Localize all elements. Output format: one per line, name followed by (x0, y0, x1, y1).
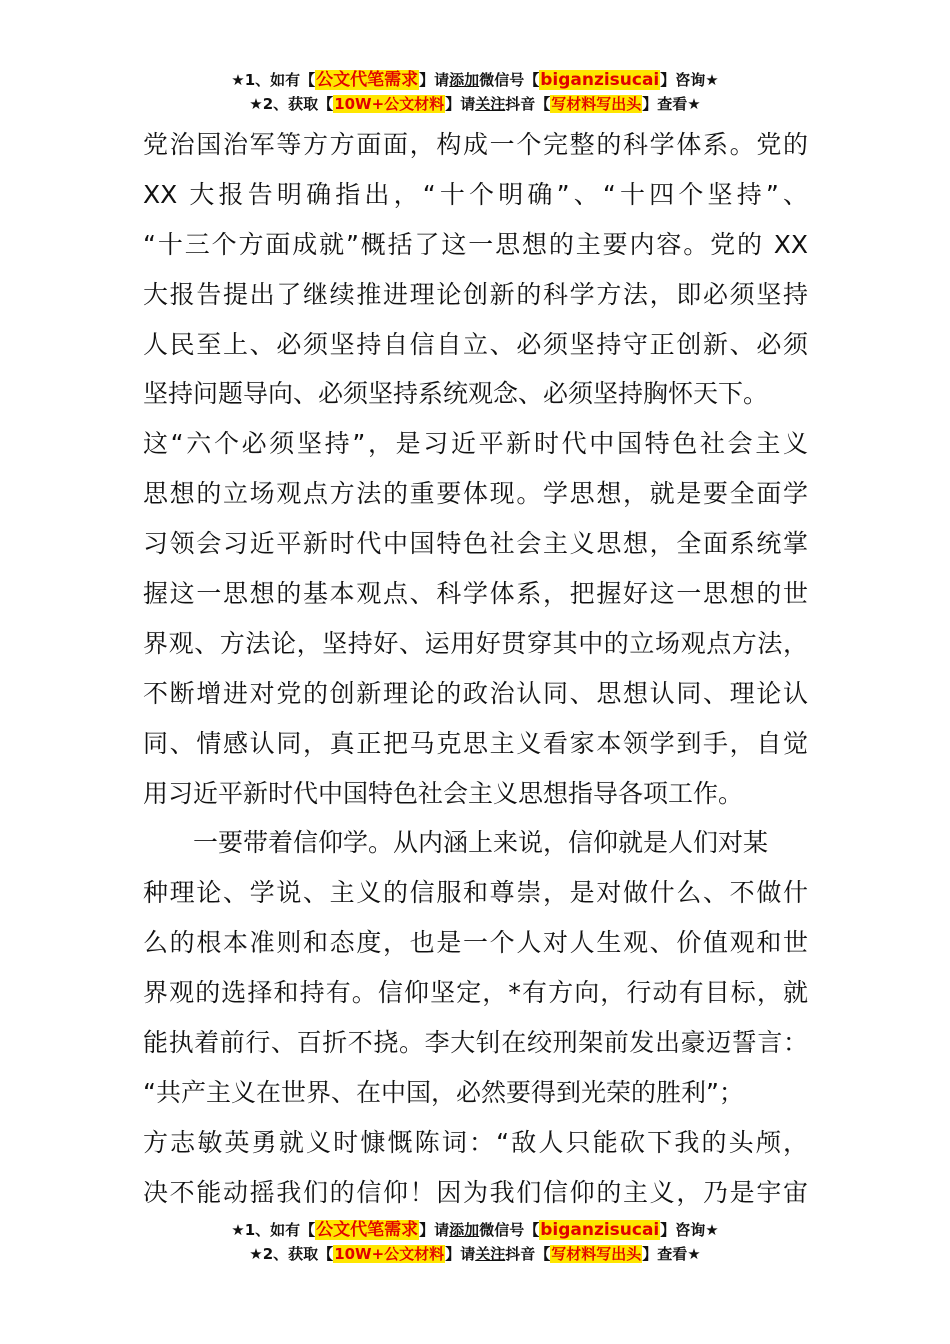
highlight-service: 公文代笔需求 (316, 70, 419, 90)
footer-promo-banner (0, 1218, 950, 1266)
text-line: 界观的选择和持有。信仰坚定，*有方向，行动有目标，就 (143, 978, 808, 1008)
text-line: “十三个方面成就”概括了这一思想的主要内容。党的 XX (143, 229, 808, 259)
promo-line-2 (0, 1242, 950, 1266)
promo-text: 】请 (445, 1245, 476, 1263)
text-line: 决不能动摇我们的信仰！因为我们信仰的主义，乃是宇宙 (143, 1177, 808, 1207)
text-line: 方志敏英勇就义时慷慨陈词：“敌人只能砍下我的头颅， (143, 1127, 808, 1157)
promo-underline: 添加 (449, 71, 480, 89)
text-line: 界观、方法论，坚持好、运用好贯穿其中的立场观点方法， (143, 628, 808, 658)
text-line: 么的根本准则和态度，也是一个人对人生观、价值观和世 (143, 928, 808, 958)
highlight-douyin: 写材料写出头 (551, 1245, 642, 1263)
promo-text: 】查看★ (642, 95, 701, 113)
text-line: 习领会习近平新时代中国特色社会主义思想，全面系统掌 (143, 529, 808, 559)
promo-text: 微信号【 (479, 1221, 540, 1239)
document-body (143, 120, 808, 1218)
text-line: “共产主义在世界、在中国，必然要得到光荣的胜利”； (143, 1077, 744, 1107)
promo-line-1 (0, 68, 950, 92)
promo-text: 】请 (419, 71, 450, 89)
text-line: 党治国治军等方方面面，构成一个完整的科学体系。党的 (143, 130, 808, 159)
promo-line-2 (0, 92, 950, 116)
text-line: 人民至上、必须坚持自信自立、必须坚持守正创新、必须 (143, 329, 808, 359)
promo-text: 】咨询★ (660, 71, 719, 89)
promo-line-1 (0, 1218, 950, 1242)
text-line: 握这一思想的基本观点、科学体系，把握好这一思想的世 (143, 579, 808, 609)
text-line: 不断增进对党的创新理论的政治认同、思想认同、理论认 (143, 678, 808, 708)
promo-text: 】查看★ (642, 1245, 701, 1263)
text-line: 种理论、学说、主义的信服和尊崇，是对做什么、不做什 (143, 878, 808, 908)
text-line: 这“六个必须坚持”，是习近平新时代中国特色社会主义 (143, 429, 808, 459)
text-line: 用习近平新时代中国特色社会主义思想指导各项工作。 (143, 778, 744, 808)
text-line: 坚持问题导向、必须坚持系统观念、必须坚持胸怀天下。 (143, 379, 769, 409)
highlight-wechat-id: biganzisucai (540, 70, 660, 90)
text-line: 能执着前行、百折不挠。李大钊在绞刑架前发出豪迈誓言： (143, 1028, 808, 1058)
paragraph-start-line: 一要带着信仰学。从内涵上来说，信仰就是人们对某 (193, 828, 769, 858)
promo-text: 】请 (445, 95, 476, 113)
promo-text: ★1、如有【 (231, 1221, 316, 1239)
highlight-materials: 10W+公文材料 (334, 95, 445, 113)
highlight-douyin: 写材料写出头 (551, 95, 642, 113)
promo-underline: 添加 (449, 1221, 480, 1239)
highlight-service: 公文代笔需求 (316, 1220, 419, 1240)
promo-text: 抖音【 (505, 1245, 551, 1263)
text-line: 大报告提出了继续推进理论创新的科学方法，即必须坚持 (143, 279, 808, 309)
promo-underline: 关注 (475, 1245, 506, 1263)
text-line: 思想的立场观点方法的重要体现。学思想，就是要全面学 (143, 479, 808, 509)
promo-text: 微信号【 (479, 71, 540, 89)
promo-text: 】请 (419, 1221, 450, 1239)
text-line: XX 大报告明确指出，“十个明确”、“十四个坚持”、 (143, 179, 808, 209)
promo-text: ★2、获取【 (249, 1245, 334, 1263)
highlight-materials: 10W+公文材料 (334, 1245, 445, 1263)
promo-text: ★1、如有【 (231, 71, 316, 89)
promo-text: ★2、获取【 (249, 95, 334, 113)
promo-underline: 关注 (475, 95, 506, 113)
highlight-wechat-id: biganzisucai (540, 1220, 660, 1240)
header-promo-banner (0, 68, 950, 116)
promo-text: 抖音【 (505, 95, 551, 113)
text-line: 同、情感认同，真正把马克思主义看家本领学到手，自觉 (143, 728, 808, 758)
promo-text: 】咨询★ (660, 1221, 719, 1239)
